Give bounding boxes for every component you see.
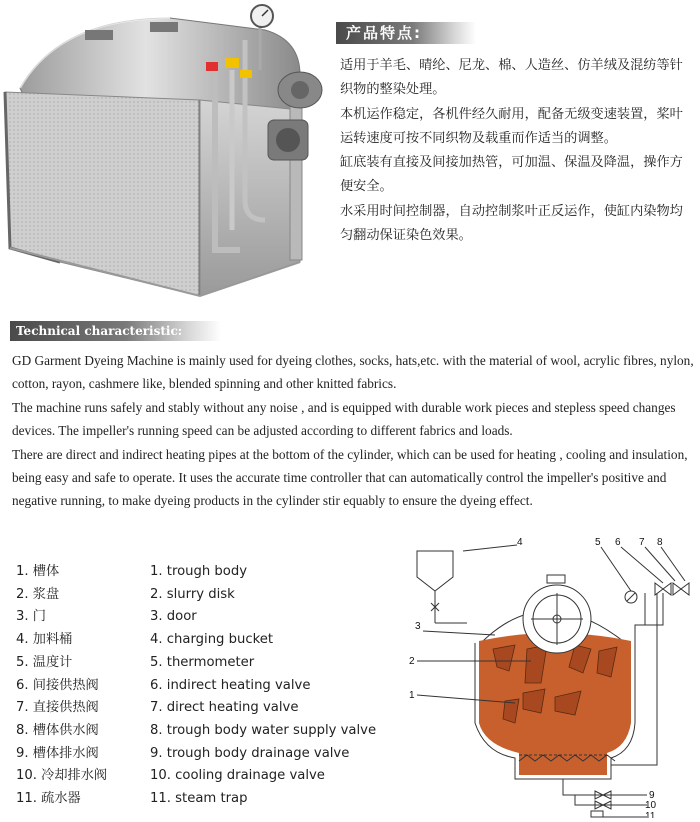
tech-line: devices. The impeller's running speed can be adjusted according to different fabrics and loads.	[12, 423, 513, 439]
diagram-label: 8	[657, 537, 663, 548]
tech-line: There are direct and indirect heating pipes at the bottom of the cylinder, which can be used for heating , cooling and insulation,	[12, 446, 688, 462]
legend-item: 11. 疏水器	[16, 791, 81, 807]
legend-chinese	[16, 561, 141, 811]
tech-line: The machine runs safely and stably without any noise , and is equipped with durable work pieces and stepless speed changes	[12, 399, 676, 415]
features-paragraph: 水采用时间控制器，自动控制浆叶正反运作，使缸内染物均匀翻动保证染色效果。	[340, 203, 683, 244]
tech-text	[12, 349, 692, 513]
diagram-label: 11	[645, 811, 656, 818]
machine-schematic	[405, 533, 697, 818]
tech-line: negative running, to make dyeing products in the cylinder stir equably to ensure the dyeing effect.	[12, 493, 533, 509]
legend-item: 4. charging bucket	[150, 632, 274, 648]
legend-item: 11. steam trap	[150, 791, 248, 807]
legend-item: 8. trough body water supply valve	[150, 722, 377, 738]
diagram-label: 3	[415, 621, 421, 632]
diagram-label: 4	[517, 537, 523, 548]
tech-line: GD Garment Dyeing Machine is mainly used for dyeing clothes, socks, hats,etc. with the material of wool, acrylic fibres, nylon,	[12, 353, 694, 368]
legend-item: 1. trough body	[150, 564, 248, 579]
legend-item: 1. 槽体	[16, 564, 60, 579]
legend-item: 10. 冷却排水阀	[16, 768, 108, 784]
legend-item: 8. 槽体供水阀	[16, 722, 99, 738]
diagram-label: 9	[649, 790, 655, 801]
legend-item: 3. 门	[16, 609, 46, 625]
diagram-label: 6	[615, 537, 621, 548]
legend-item: 5. thermometer	[150, 654, 255, 670]
legend-item: 10. cooling drainage valve	[150, 768, 325, 784]
legend-item: 2. 浆盘	[16, 586, 60, 602]
legend-item: 5. 温度计	[16, 654, 73, 670]
legend-item: 9. 槽体排水阀	[16, 745, 99, 761]
diagram-label: 2	[409, 656, 415, 667]
legend-english	[150, 561, 395, 811]
diagram-label: 7	[639, 537, 645, 548]
legend-item: 6. 间接供热阀	[16, 677, 99, 693]
features-paragraph: 本机运作稳定，各机件经久耐用，配备无级变速装置，桨叶运转速度可按不同织物及载重而作适当的调整。	[340, 106, 683, 146]
features-paragraph: 适用于羊毛、晴纶、尼龙、棉、人造丝、仿羊绒及混纺等针织物的整染处理。	[340, 58, 683, 98]
legend-item: 3. door	[150, 609, 197, 625]
features-paragraph: 缸底装有直接及间接加热管，可加温、保温及降温，操作方便安全。	[340, 155, 683, 195]
legend-item: 4. 加料桶	[16, 632, 73, 648]
legend-item: 6. indirect heating valve	[150, 677, 311, 693]
diagram-label: 5	[595, 537, 601, 548]
legend-item: 9. trough body drainage valve	[150, 745, 350, 761]
tech-line: being easy and safe to operate. It uses the accurate time controller that can automatically control the impeller's positive and	[12, 470, 667, 486]
diagram-label: 10	[645, 800, 657, 811]
features-header: 产品特点:	[336, 22, 476, 44]
diagram-label: 1	[409, 690, 415, 701]
tech-line: cotton, rayon, cashmere like, blended spinning and other knitted fabrics.	[12, 376, 397, 392]
legend-item: 7. 直接供热阀	[16, 700, 99, 716]
machine-photo	[0, 0, 335, 302]
legend-item: 2. slurry disk	[150, 586, 235, 602]
features-text	[340, 54, 692, 248]
tech-header: Technical characteristic:	[10, 321, 221, 341]
legend-item: 7. direct heating valve	[150, 700, 299, 716]
